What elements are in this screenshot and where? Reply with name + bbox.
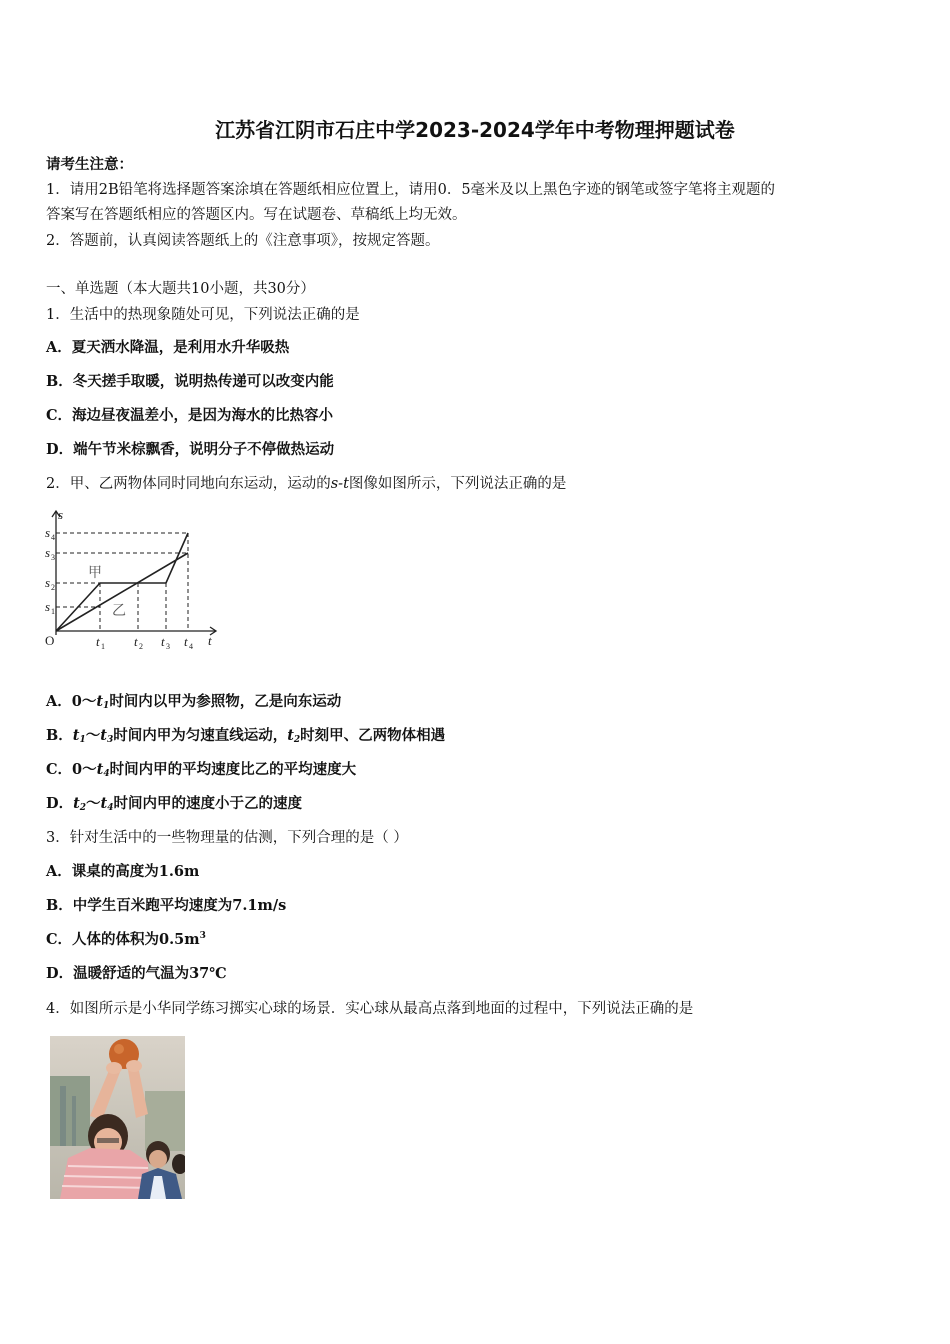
q2-stem-pre: 2．甲、乙两物体同时同地向东运动，运动的 bbox=[46, 476, 331, 492]
t-axis-label: t bbox=[208, 633, 212, 648]
label-yi: 乙 bbox=[112, 604, 126, 619]
section-heading: 一、单选题（本大题共10小题，共30分） bbox=[46, 281, 315, 297]
tick-t3: t bbox=[161, 634, 165, 649]
q2-option-d: D．$t_2\sim t_4$时间内甲的速度小于乙的速度 bbox=[46, 795, 303, 813]
page-title: 江苏省江阴市石庄中学2023-2024学年中考物理押题试卷 bbox=[215, 118, 735, 142]
shot-put-photo bbox=[50, 1036, 185, 1199]
notice-line-1a: 1．请用2B铅笔将选择题答案涂填在答题纸相应位置上，请用0．5毫米及以上黑色字迹的钢笔或签字笔将主观题的 bbox=[46, 182, 776, 198]
q3-stem: 3．针对生活中的一些物理量的估测，下列合理的是（ ） bbox=[46, 830, 408, 846]
tick-s3: s bbox=[45, 545, 51, 560]
tick-t1: t bbox=[96, 634, 100, 649]
q2-option-c: C．$0\sim t_4$时间内甲的平均速度比乙的平均速度大 bbox=[46, 761, 357, 779]
q2-stem-var: s-t bbox=[330, 476, 349, 492]
q2-stem-post: 图像如图所示，下列说法正确的是 bbox=[348, 476, 567, 492]
tick-s1: s bbox=[45, 599, 51, 614]
st-graph bbox=[44, 505, 224, 655]
svg-text:2: 2 bbox=[139, 642, 143, 651]
notice-line-2: 2．答题前，认真阅读答题纸上的《注意事项》，按规定答题。 bbox=[46, 233, 440, 249]
svg-text:3: 3 bbox=[51, 553, 55, 562]
q1-stem: 1．生活中的热现象随处可见，下列说法正确的是 bbox=[46, 307, 360, 323]
tick-t2: t bbox=[134, 634, 138, 649]
q1-option-c: C．海边昼夜温差小，是因为海水的比热容小 bbox=[46, 407, 334, 424]
s-axis-label: s bbox=[58, 507, 64, 522]
svg-text:1: 1 bbox=[101, 642, 105, 651]
label-jia: 甲 bbox=[88, 566, 102, 581]
q1-option-a: A．夏天洒水降温，是利用水升华吸热 bbox=[46, 339, 290, 356]
q3-option-b: B．中学生百米跑平均速度为7.1m/s bbox=[46, 897, 287, 914]
svg-text:2: 2 bbox=[51, 583, 55, 592]
origin-label: O bbox=[45, 633, 55, 648]
svg-text:4: 4 bbox=[51, 533, 55, 542]
q3-option-d: D．温暖舒适的气温为37℃ bbox=[46, 965, 227, 982]
svg-text:4: 4 bbox=[189, 642, 193, 651]
svg-text:1: 1 bbox=[51, 607, 55, 616]
q2-option-b: B．$t_1\sim t_3$时间内甲为匀速直线运动，$t_2$时刻甲、乙两物体相遇 bbox=[46, 727, 446, 745]
notice-heading: 请考生注意： bbox=[46, 156, 133, 173]
q3-option-c: C．人体的体积为$0.5m^3$ bbox=[46, 931, 206, 948]
notice-line-1b: 答案写在答题纸相应的答题区内。写在试题卷、草稿纸上均无效。 bbox=[46, 207, 467, 223]
tick-s4: s bbox=[45, 525, 51, 540]
tick-s2: s bbox=[45, 575, 51, 590]
q3-option-a: A．课桌的高度为1.6m bbox=[46, 863, 200, 880]
tick-t4: t bbox=[184, 634, 188, 649]
q4-stem: 4．如图所示是小华同学练习掷实心球的场景．实心球从最高点落到地面的过程中，下列说法正确的是 bbox=[46, 1001, 694, 1017]
q1-option-b: B．冬天搓手取暖，说明热传递可以改变内能 bbox=[46, 373, 334, 390]
q2-stem bbox=[46, 472, 566, 493]
q1-option-d: D．端午节米棕飘香，说明分子不停做热运动 bbox=[46, 441, 335, 458]
line-yi bbox=[56, 553, 188, 631]
q2-option-a: A．$0\sim t_1$时间内以甲为参照物，乙是向东运动 bbox=[46, 693, 342, 711]
svg-text:3: 3 bbox=[166, 642, 170, 651]
